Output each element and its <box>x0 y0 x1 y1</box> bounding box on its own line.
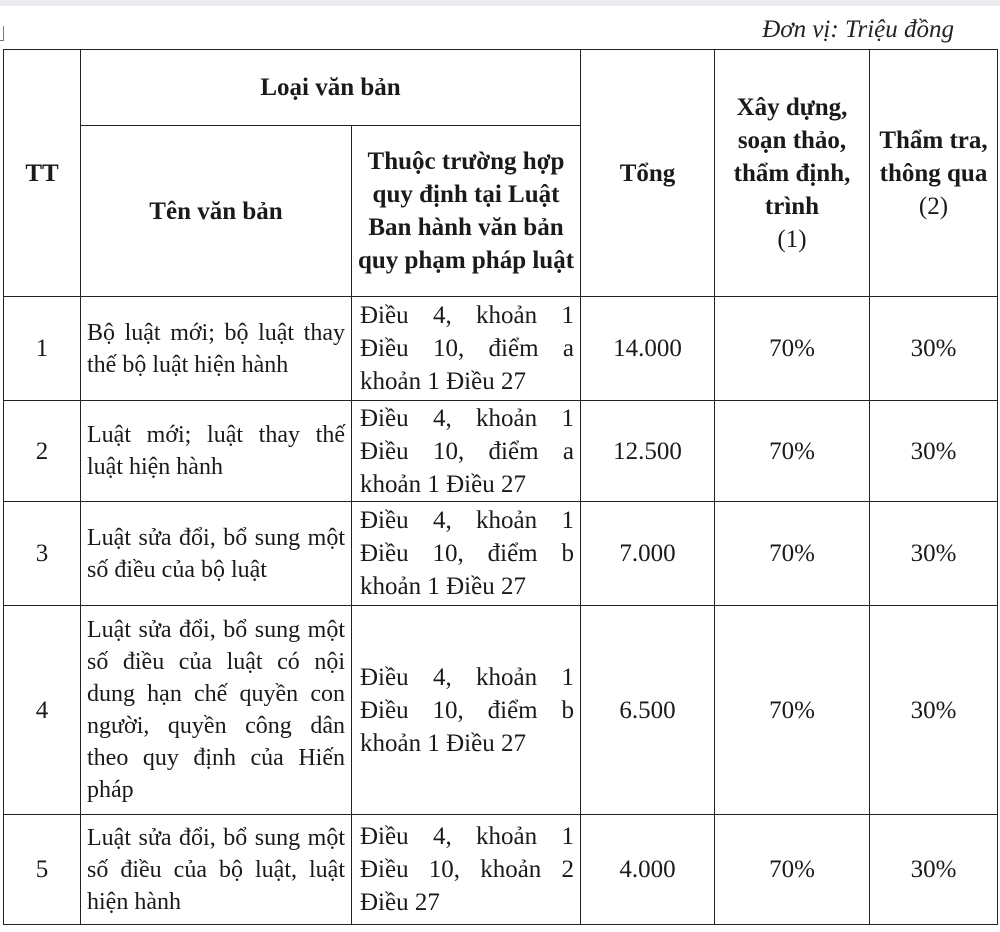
row-total: 6.500 <box>581 606 715 815</box>
row-review-share: 30% <box>870 502 998 606</box>
table-row <box>4 815 998 925</box>
table-row <box>4 297 998 401</box>
row-build-share: 70% <box>715 815 870 925</box>
row-document-name: Luật mới; luật thay thế luật hiện hành <box>81 401 352 502</box>
table-row <box>4 401 998 502</box>
row-total: 4.000 <box>581 815 715 925</box>
row-review-share: 30% <box>870 297 998 401</box>
unit-label: Đơn vị: Triệu đồng <box>762 16 954 43</box>
page-corner-mark <box>0 26 4 41</box>
table-row <box>4 502 998 606</box>
row-total: 14.000 <box>581 297 715 401</box>
row-total: 12.500 <box>581 401 715 502</box>
row-number: 4 <box>4 606 81 815</box>
row-number: 2 <box>4 401 81 502</box>
row-document-name: Luật sửa đổi, bổ sung một số điều của bộ luật, luật hiện hành <box>81 815 352 925</box>
row-build-share: 70% <box>715 606 870 815</box>
header-build-label: Xây dựng, soạn thảo, thẩm định, trình <box>733 93 851 220</box>
row-number: 5 <box>4 815 81 925</box>
row-total: 7.000 <box>581 502 715 606</box>
row-build-share: 70% <box>715 401 870 502</box>
header-document-name: Tên văn bản <box>81 126 352 297</box>
row-review-share: 30% <box>870 815 998 925</box>
row-review-share: 30% <box>870 606 998 815</box>
row-number: 3 <box>4 502 81 606</box>
row-legal-citation: Điều 4, khoản 1 Điều 10, điểm b khoản 1 Điều 27 <box>352 502 581 606</box>
header-review <box>870 50 998 297</box>
row-document-name: Luật sửa đổi, bổ sung một số điều của bộ luật <box>81 502 352 606</box>
row-legal-citation: Điều 4, khoản 1 Điều 10, điểm a khoản 1 Điều 27 <box>352 297 581 401</box>
header-tt: TT <box>4 50 81 297</box>
header-review-note: (2) <box>918 192 949 220</box>
budget-table <box>3 49 998 925</box>
row-legal-citation: Điều 4, khoản 1 Điều 10, điểm a khoản 1 Điều 27 <box>352 401 581 502</box>
header-build <box>715 50 870 297</box>
header-cite-case: Thuộc trường hợp quy định tại Luật Ban hành văn bản quy phạm pháp luật <box>352 126 581 297</box>
row-build-share: 70% <box>715 297 870 401</box>
header-document-type: Loại văn bản <box>81 50 581 126</box>
row-legal-citation: Điều 4, khoản 1 Điều 10, khoản 2 Điều 27 <box>352 815 581 925</box>
header-build-note: (1) <box>777 225 807 253</box>
row-document-name: Bộ luật mới; bộ luật thay thế bộ luật hiện hành <box>81 297 352 401</box>
row-number: 1 <box>4 297 81 401</box>
row-legal-citation: Điều 4, khoản 1 Điều 10, điểm b khoản 1 Điều 27 <box>352 606 581 815</box>
row-review-share: 30% <box>870 401 998 502</box>
header-total: Tổng <box>581 50 715 297</box>
header-review-label: Thẩm tra, thông qua <box>879 126 988 187</box>
row-build-share: 70% <box>715 502 870 606</box>
row-document-name: Luật sửa đổi, bổ sung một số điều của luật có nội dung hạn chế quyền con người, quyền công dân theo quy định của Hiến pháp <box>81 606 352 815</box>
table-row <box>4 606 998 815</box>
top-toolbar-strip <box>0 0 1000 6</box>
